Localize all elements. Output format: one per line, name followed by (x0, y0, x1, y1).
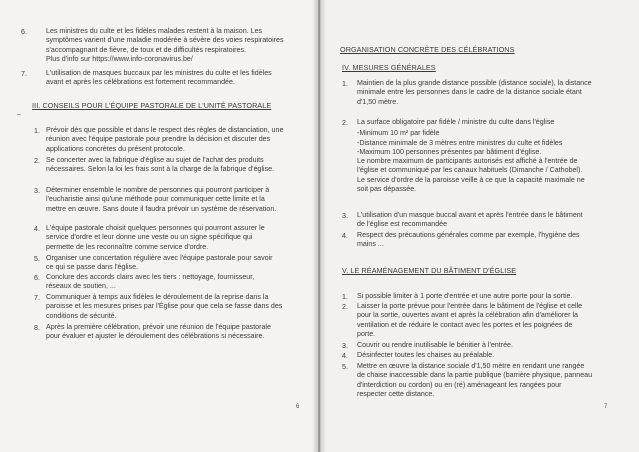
text-line: ventilation et de réduire le contact avec les portes et les poignées de (357, 320, 573, 329)
text-line: Déterminer ensemble le nombre de personnes qui pourront participer à (46, 186, 270, 194)
text-line: service d'ordre et leur donne une veste ou un signe spécifique qui (46, 233, 253, 242)
text-line: Laisser la porte prévue pour l'entrée dans le bâtiment de l'église et celle (357, 302, 583, 310)
text-line: mettre en œuvre. Sans doute il faudra prévoir un système de réservation. (46, 204, 277, 213)
text-line: Maintien de la plus grande distance possible (distance sociale), la distance (357, 79, 592, 87)
text-line: Si possible limiter à 1 porte d'entrée et une autre porte pour la sortie. (357, 292, 573, 300)
item-number: 4. (34, 225, 40, 233)
text-line: ce qui se passe dans l'église. (46, 263, 139, 272)
section-5-heading: V. LE RÉAMÉNAGEMENT DU BÂTIMENT D'ÉGLISE (342, 266, 517, 275)
text-line: pour la sortie, ouvertes avant et après la célébration afin d'améliorer la (357, 311, 578, 320)
list-item (46, 186, 276, 214)
text-line: Se concerter avec la fabrique d'église au sujet de l'achat des produits (46, 156, 264, 164)
text-line: Conclure des accords clairs avec les tiers : nettoyage, fournisseur, (46, 273, 255, 281)
text-line: L'utilisation d'un masque buccal avant et après l'entrée dans le bâtiment (357, 211, 583, 219)
list-item (357, 231, 580, 250)
text-line: Organiser une concertation régulière avec l'équipe pastorale pour savoir (46, 254, 273, 262)
text-line: mains ... (357, 240, 384, 249)
item-number: 1. (342, 293, 348, 301)
list-item (46, 273, 254, 292)
text-line: permette de les reconnaître comme service d'ordre. (46, 242, 209, 251)
left-page (0, 0, 318, 452)
section-4-heading: IV. MESURES GÉNÉRALES (342, 63, 436, 72)
text-line: Le nombre maximum de participants autorisés est affiché à l'entrée de (357, 157, 578, 166)
list-item (46, 323, 271, 342)
list-item (357, 362, 592, 399)
text-line: Prévoir dès que possible et dans le respect des règles de distanciation, une (46, 126, 284, 134)
text-line: s'accompagnant de fièvre, de toux et de difficultés respiratoires. (46, 45, 246, 54)
list-item (46, 126, 283, 154)
item-7-text (46, 69, 272, 88)
list-item (46, 156, 274, 175)
item-6-number: 6. (21, 28, 27, 36)
text-line: d'interdiction ou cordon) ou en (ré) aménageant les rangées pour (357, 380, 562, 389)
text-line: Les ministres du culte et les fidèles malades restent à la maison. Les (46, 27, 263, 35)
text-line: -Minimum 10 m² par fidèle (357, 129, 440, 138)
item-number: 2. (34, 157, 40, 165)
list-item (357, 292, 572, 301)
text-line: l'église et communiqué par les canaux habituels (Dimanche / Cathobel). (357, 166, 583, 175)
top-heading: ORGANISATION CONCRÈTE DES CÉLÉBRATIONS (340, 45, 515, 54)
item-number: 3. (342, 342, 348, 350)
item-7-number: 7. (21, 70, 27, 78)
text-line: applications concrètes du présent protocole. (46, 144, 185, 153)
text-line: Couvrir ou rendre inutilisable le bénitier à l'entrée. (357, 341, 513, 349)
list-item (357, 79, 592, 107)
item-6-text (46, 27, 284, 64)
list-item (357, 351, 494, 360)
item-number: 4. (342, 232, 348, 240)
right-page (320, 0, 639, 452)
dash-mark: – (17, 111, 21, 118)
text-line: minimale entre les personnes dans le cadre de la distance sociale étant (357, 88, 582, 97)
text-line: pour évaluer et ajuster le déroulement des célébrations si nécessaire. (46, 332, 265, 341)
text-line: paroisse et les mesures prises par l'Église pour que cela se fasse dans des (46, 302, 283, 311)
text-line: l'eucharistie ainsi qu'une méthode pour communiquer cette limite et la (46, 195, 265, 204)
text-line: de l'église est recommandée (357, 220, 448, 229)
text-line: La surface obligatoire par fidèle / ministre du culte dans l'église (357, 118, 555, 126)
list-item (46, 254, 273, 273)
item-number: 1. (342, 80, 348, 88)
text-line: Après la première célébration, prévoir une réunion de l'équipe pastorale (46, 323, 271, 331)
list-item (357, 118, 585, 194)
text-line: respecter cette distance. (357, 389, 435, 398)
page-number: 6 (296, 404, 300, 410)
text-line: Respect des précautions générales comme par exemple, l'hygiène des (357, 231, 580, 239)
page-number: 7 (604, 404, 608, 410)
item-number: 5. (342, 363, 348, 371)
text-line: L'équipe pastorale choisit quelques personnes qui pourront assurer le (46, 224, 265, 232)
text-line: Désinfecter toutes les chaises au préalable. (357, 351, 495, 359)
book-gutter-shadow (312, 0, 326, 452)
text-line: nécessaires. Selon la loi les frais sont à la charge de la fabrique d'église. (46, 165, 275, 174)
text-line: porte. (357, 329, 376, 338)
item-number: 2. (342, 303, 348, 311)
list-item (357, 211, 583, 230)
text-line: Le service d'ordre de la paroisse veille à ce que la capacité maximale ne (357, 175, 585, 184)
text-line: -Distance minimale de 3 mètres entre ministres du culte et fidèles (357, 138, 563, 147)
list-item (46, 224, 265, 252)
text-line: symptômes varient d'une maladie modérée à sévère des voies respiratoires (46, 36, 284, 45)
text-line: Plus d'info sur https://www.info-coronavirus.be/ (46, 54, 193, 63)
list-item (46, 293, 282, 321)
text-line: Communiquer à temps aux fidèles le déroulement de la reprise dans la (46, 293, 269, 301)
text-line: de chaise inaccessible dans la partie publique (barrière physique, panneau (357, 371, 593, 380)
item-number: 1. (34, 127, 40, 135)
item-number: 2. (342, 119, 348, 127)
text-line: réunion avec l'équipe pastorale pour prendre la décision et discuter des (46, 135, 271, 144)
text-line: conditions de sécurité. (46, 311, 117, 320)
item-number: 6. (34, 274, 40, 282)
item-number: 3. (342, 212, 348, 220)
text-line: L'utilisation de masques buccaux par les ministres du culte et les fidèles (46, 69, 272, 77)
text-line: réseaux de soutien, ... (46, 282, 116, 291)
item-number: 5. (34, 255, 40, 263)
text-line: Mettre en œuvre la distance sociale d'1,50 mètre en rendant une rangée (357, 362, 585, 370)
item-number: 3. (34, 187, 40, 195)
list-item (357, 341, 513, 350)
section-3-heading: III. CONSEILS POUR L'ÉQUIPE PASTORALE DE L'UNITÉ PASTORALE (32, 101, 272, 110)
text-line: avant et après les célébrations est fortement recommandée. (46, 78, 235, 87)
text-line: d'1,50 mètre. (357, 97, 399, 106)
item-number: 7. (34, 294, 40, 302)
item-number: 4. (342, 352, 348, 360)
list-item (357, 302, 582, 339)
text-line: soit pas dépassée. (357, 185, 417, 194)
item-number: 8. (34, 324, 40, 332)
text-line: -Maximum 100 personnes présentes par bâtiment d'église. (357, 147, 542, 156)
